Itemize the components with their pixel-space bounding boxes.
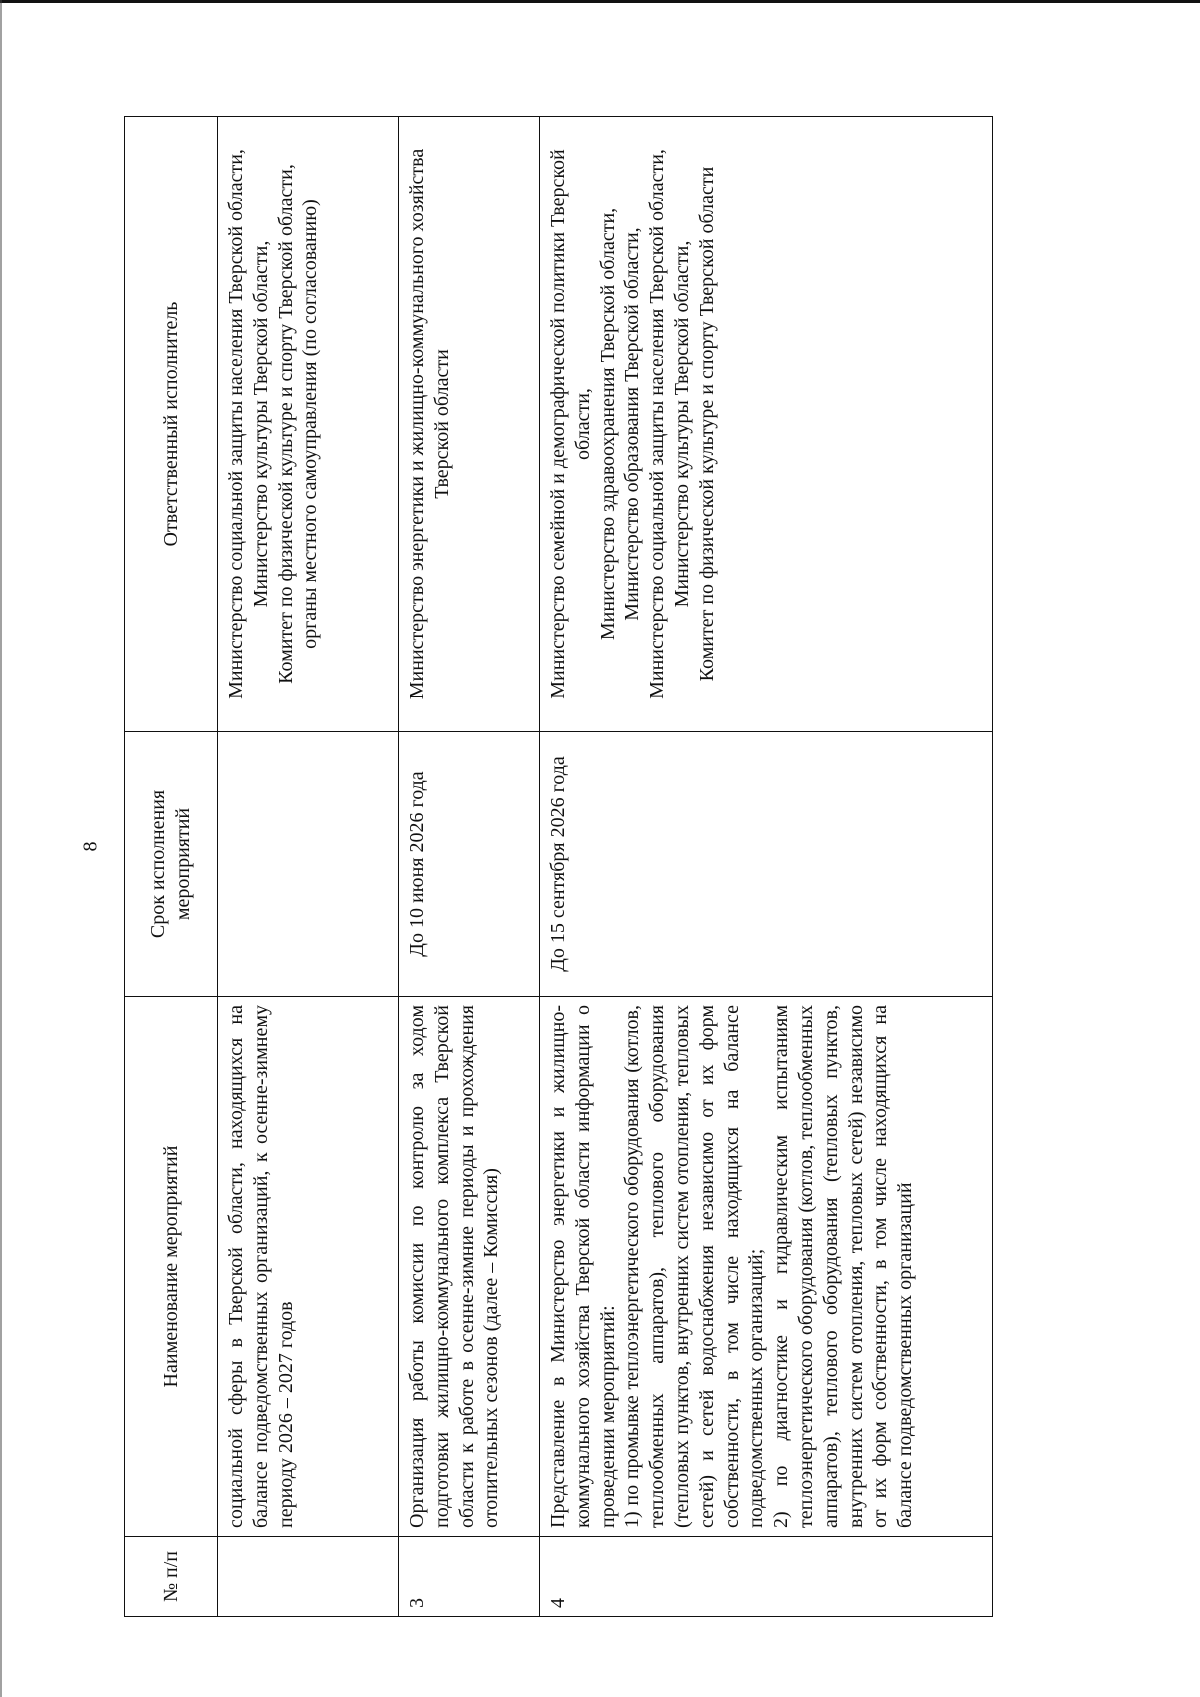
header-deadline: Срок исполнения мероприятий — [125, 732, 218, 997]
responsible-item: Министерство культуры Тверской области, — [249, 240, 272, 608]
event-name: Организация работы комиссии по контролю за ходом подготовки жилищно-коммунального комплекса Тверской области к работе в осенне-зимние периоды и прохождения отопительных сезонов (далее – Комиссия) — [399, 997, 540, 1537]
deadline: До 10 июня 2026 года — [399, 732, 540, 997]
table-row — [218, 117, 399, 1617]
responsible-item: Комитет по физической культуре и спорту Тверской области — [695, 166, 718, 682]
responsible-list — [399, 117, 540, 732]
responsible-item: органы местного самоуправления (по согласованию) — [299, 199, 322, 649]
responsible-item: Министерство образования Тверской области, — [621, 227, 644, 621]
responsible-list — [218, 117, 399, 732]
deadline — [218, 732, 399, 997]
responsible-item: Министерство социальной защиты населения Тверской области, — [225, 149, 247, 699]
scan-border-left — [0, 0, 2, 1697]
events-table — [124, 116, 993, 1617]
page-number: 8 — [79, 841, 102, 852]
table-row — [399, 117, 540, 1617]
row-number — [218, 1537, 399, 1617]
responsible-list — [540, 117, 993, 732]
responsible-item: Министерство энергетики и жилищно-коммунального хозяйства Тверской области — [406, 148, 453, 700]
header-number: № п/п — [125, 1537, 218, 1617]
table-header-row — [125, 117, 218, 1617]
rotated-page-content — [124, 117, 1074, 1617]
responsible-item: Министерство культуры Тверской области, — [670, 240, 693, 608]
event-name-paragraph: 1) по промывке теплоэнергетического оборудования (котлов, теплообменных аппаратов), теплового оборудования (тепловых пунктов, внутренних систем отопления, тепловых сетей) и сетей водоснабжения независимо от их форм собственности, в том числе находящихся на балансе подведомственных организаций; — [621, 1005, 768, 1528]
deadline: До 15 сентября 2026 года — [540, 732, 993, 997]
row-number: 3 — [399, 1537, 540, 1617]
row-number: 4 — [540, 1537, 993, 1617]
responsible-item: Министерство социальной защиты населения Тверской области, — [646, 149, 669, 699]
scan-border-top — [0, 0, 1200, 3]
event-name — [540, 997, 993, 1537]
responsible-item: Комитет по физической культуре и спорту Тверской области, — [274, 164, 297, 684]
responsible-item: Министерство семейной и демографической политики Тверской области, — [547, 149, 594, 699]
table-row — [540, 117, 993, 1617]
event-name: социальной сферы в Тверской области, находящихся на балансе подведомственных организаций, к осенне-зимнему периоду 2026 – 2027 годов — [218, 997, 399, 1537]
responsible-item: Министерство здравоохранения Тверской области, — [596, 207, 619, 641]
header-event-name: Наименование мероприятий — [125, 997, 218, 1537]
header-responsible: Ответственный исполнитель — [125, 117, 218, 732]
event-name-paragraph: Представление в Министерство энергетики и жилищно-коммунального хозяйства Тверской области информации о проведении мероприятий: — [547, 1005, 619, 1528]
event-name-paragraph: 2) по диагностике и гидравлическим испытаниям теплоэнергетического оборудования (котлов, теплообменных аппаратов), теплового оборудования (тепловых пунктов, внутренних систем отопления, тепловых сетей) независимо от их форм собственности, в том числе находящихся на балансе подведомственных организаций — [770, 1005, 917, 1528]
